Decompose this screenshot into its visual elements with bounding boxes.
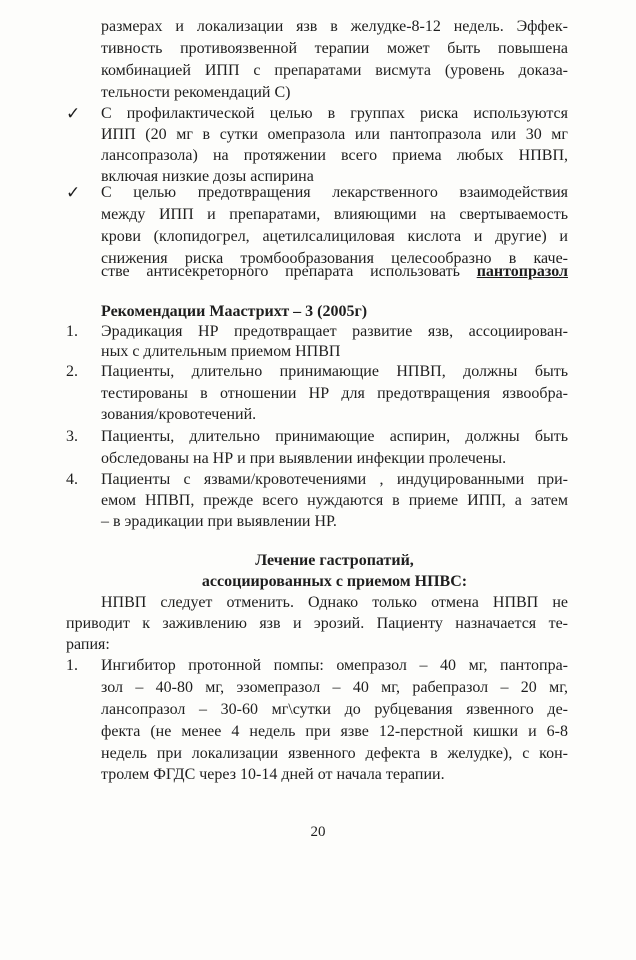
text-line: тестированы в отношении НР для предотвращения язвообра- bbox=[101, 385, 568, 402]
text-line: Пациенты, длительно принимающие аспирин, должны быть bbox=[101, 428, 568, 445]
text-line: С целью предотвращения лекарственного взаимодействия bbox=[101, 184, 568, 201]
text-line: – в эрадикации при выявлении НР. bbox=[101, 513, 337, 530]
text-line: включая низкие дозы аспирина bbox=[101, 168, 314, 185]
text-line: зол – 40-80 мг, эзомепразол – 40 мг, рабепразол – 20 мг, bbox=[101, 679, 568, 696]
text-line: ных с длительным приемом НПВП bbox=[101, 343, 341, 360]
text-line: Пациенты, длительно принимающие НПВП, должны быть bbox=[101, 363, 568, 380]
text-line: тельности рекомендаций С) bbox=[101, 84, 291, 101]
text-fragment: стве антисекреторного препарата использовать bbox=[101, 263, 477, 280]
text-line: емом НПВП, прежде всего нуждаются в приеме ИПП, а затем bbox=[101, 492, 568, 509]
text-line: зования/кровотечений. bbox=[101, 406, 257, 423]
emphasized-word: пантопразол bbox=[476, 263, 568, 280]
text-line: крови (клопидогрел, ацетилсалициловая кислота и другие) и bbox=[101, 228, 568, 245]
list-number: 4. bbox=[66, 471, 78, 488]
text-line: ИПП (20 мг в сутки омепразола или пантопразола или 30 мг bbox=[101, 126, 568, 143]
text-line: лансопразола) на протяжении всего приема любых НПВП, bbox=[101, 147, 568, 164]
text-line: недель при локализации язвенного дефекта в желудке), с кон- bbox=[101, 745, 568, 762]
list-number: 1. bbox=[66, 657, 78, 674]
text-line: тролем ФГДС через 10-14 дней от начала терапии. bbox=[101, 766, 445, 783]
text-line: НПВП следует отменить. Однако только отмена НПВП не bbox=[101, 594, 568, 611]
checkmark-icon: ✓ bbox=[66, 104, 81, 124]
text-line: тивность противоязвенной терапии может быть повышена bbox=[101, 40, 568, 57]
text-line: комбинацией ИПП с препаратами висмута (уровень доказа- bbox=[101, 62, 568, 79]
section-heading: Рекомендации Маастрихт – 3 (2005г) bbox=[101, 303, 368, 320]
page-number: 20 bbox=[310, 824, 326, 840]
list-number: 1. bbox=[66, 323, 78, 340]
checkmark-icon: ✓ bbox=[66, 183, 81, 203]
section-title: ассоциированных с приемом НПВС: bbox=[201, 573, 468, 590]
text-line: рапия: bbox=[66, 636, 110, 653]
text-line: приводит к заживлению язв и эрозий. Пациенту назначается те- bbox=[66, 615, 568, 632]
text-line: лансопразол – 30-60 мг\сутки до рубцевания язвенного де- bbox=[101, 701, 568, 718]
text-line: Ингибитор протонной помпы: омепразол – 40 мг, пантопра- bbox=[101, 657, 568, 674]
text-line-emphasis bbox=[101, 262, 568, 282]
text-line: С профилактической целью в группах риска используются bbox=[101, 105, 568, 122]
text-line: между ИПП и препаратами, влияющими на свертываемость bbox=[101, 206, 568, 223]
text-line: Эрадикация НР предотвращает развитие язв, ассоциирован- bbox=[101, 323, 568, 340]
section-title: Лечение гастропатий, bbox=[255, 552, 414, 569]
text-line: снижения риска тромбообразования целесообразно в каче- bbox=[101, 250, 568, 267]
list-number: 3. bbox=[66, 428, 78, 445]
text-line: Пациенты с язвами/кровотечениями , индуцированными при- bbox=[101, 471, 568, 488]
text-line: фекта (не менее 4 недель при язве 12-перстной кишки и 6-8 bbox=[101, 723, 568, 740]
text-line: размерах и локализации язв в желудке-8-12 недель. Эффек- bbox=[101, 18, 568, 35]
text-line: обследованы на НР и при выявлении инфекции пролечены. bbox=[101, 450, 507, 467]
list-number: 2. bbox=[66, 363, 78, 380]
